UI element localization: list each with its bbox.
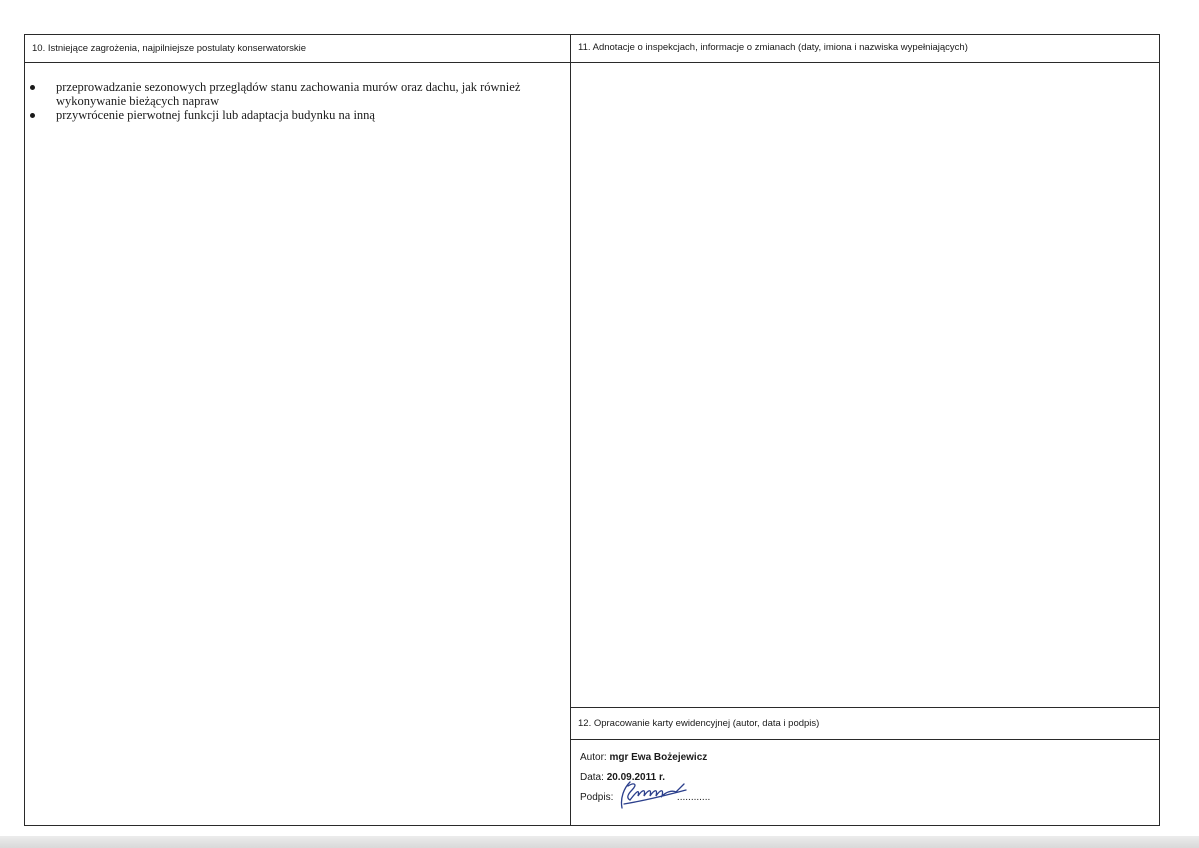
signature-label: Podpis:: [580, 792, 614, 803]
section12-header-divider: [570, 739, 1160, 740]
section10-list: [30, 80, 550, 122]
author-line: [580, 752, 707, 763]
section12-top-divider: [570, 707, 1160, 708]
date-value: 20.09.2011 r.: [606, 772, 666, 783]
list-item-text: przywrócenie pierwotnej funkcji lub adaptacja budynku na inną: [56, 108, 375, 122]
section12-title: 12. Opracowanie karty ewidencyjnej (autor, data i podpis): [578, 718, 820, 729]
author-label: Autor:: [580, 752, 607, 763]
bullet-icon: [30, 85, 35, 90]
frame-left: [24, 34, 25, 826]
list-item: [30, 80, 550, 108]
list-item-text: przeprowadzanie sezonowych przeglądów stanu zachowania murów oraz dachu, jak również wykonywanie bieżących napraw: [56, 80, 521, 108]
list-item: [30, 108, 550, 122]
section11-title: 11. Adnotacje o inspekcjach, informacje o zmianach (daty, imiona i nazwiska wypełniających): [578, 42, 968, 53]
frame-top: [24, 34, 1160, 35]
bullet-icon: [30, 113, 35, 118]
author-value: mgr Ewa Bożejewicz: [609, 752, 708, 763]
signature-dots: ............: [676, 792, 711, 803]
header-row-divider: [24, 62, 1160, 63]
scan-edge: [0, 836, 1199, 848]
section10-title: 10. Istniejące zagrożenia, najpilniejsze postulaty konserwatorskie: [32, 43, 307, 54]
handwritten-signature: [616, 778, 696, 812]
date-label: Data:: [580, 772, 604, 783]
frame-bottom: [24, 825, 1160, 826]
